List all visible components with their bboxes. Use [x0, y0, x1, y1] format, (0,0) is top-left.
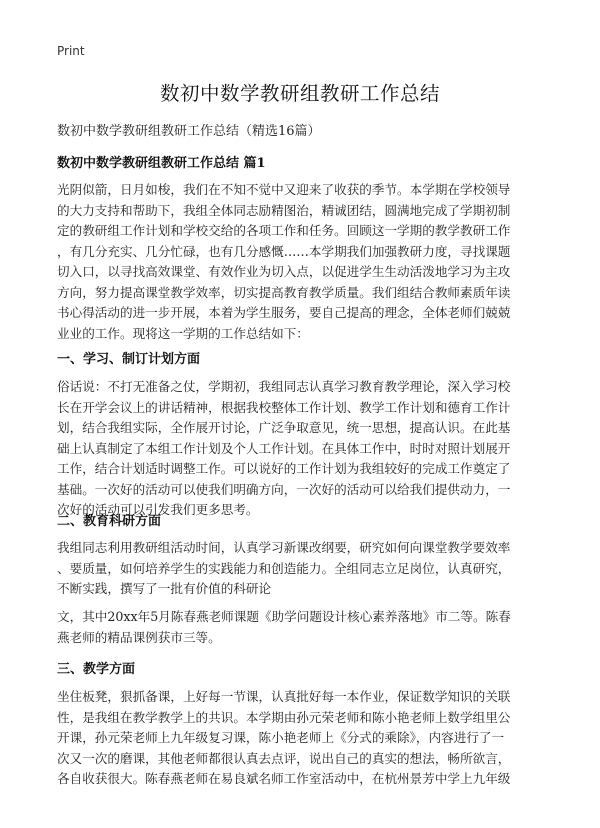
- text-line: 坐住板凳，狠抓备课，上好每一节课，认真批好每一本作业，保证数学知识的关联: [57, 689, 511, 704]
- text-line: 、要质量，如何培养学生的实践能力和创造能力。全组同志立足岗位，认真研究，: [57, 560, 511, 576]
- text-line: ，有几分充实、几分忙碌，也有几分感慨……本学期我们加强教研力度，寻找课题: [57, 243, 511, 259]
- text-line: 书心得活动的进一步开展，本着为学生服务，要自己提高的理念，全体老师们兢兢: [57, 305, 511, 320]
- section-heading-research: 二、教育科研方面: [57, 514, 162, 529]
- text-line: 的大力支持和帮助下，我组全体同志励精图治，精诚团结，圆满地完成了学期初制: [57, 202, 511, 218]
- print-link[interactable]: Print: [57, 44, 85, 58]
- text-line: 础上认真制定了本组工作计划及个人工作计划。在具体工作中，时时对照计划展开: [57, 440, 511, 456]
- section-heading-planning: 一、学习、制订计划方面: [57, 352, 201, 367]
- section-heading-teaching: 三、教学方面: [57, 662, 136, 677]
- text-line: 工作，结合计划适时调整工作。可以说好的工作计划为我组较好的完成工作奠定了: [57, 461, 511, 476]
- text-line: 定的教研组工作计划和学校交给的各项工作和任务。回顾这一学期的教学教研工作: [57, 223, 511, 238]
- text-line: 光阴似箭，日月如梭，我们在不知不觉中又迎来了收获的季节。本学期在学校领导: [57, 182, 511, 197]
- planning-paragraph: [57, 377, 547, 521]
- text-line: 次又一次的磨课，其他老师都很认真去点评，说出自己的真实的想法，畅所欲言，: [57, 750, 511, 766]
- page-title: 数初中数学教研组教研工作总结: [159, 82, 440, 105]
- text-line: 业业的工作。现将这一学期的工作总结如下：: [57, 325, 309, 341]
- text-line: 燕老师的精品课例获市三等。: [57, 629, 221, 645]
- text-line: 文，其中20xx年5月陈春燕老师课题《助学问题设计核心素养落地》市二等。陈春: [57, 609, 511, 624]
- text-line: 俗话说：不打无准备之仗，学期初，我组同志认真学习教育教学理论，深入学习校: [57, 379, 511, 394]
- research-paragraph: [57, 538, 547, 600]
- text-line: 基础。一次好的活动可以使我们明确方向，一次好的活动可以给我们提供动力，一: [57, 481, 511, 497]
- text-line: 划，结合我组实际，全作展开讨论，广泛争取意见，统一思想，提高认识。在此基: [57, 420, 511, 435]
- research-paragraph-continued: [57, 607, 547, 648]
- text-line: 切入口，以寻找高效课堂、有效作业为切入点，以促进学生生动活泼地学习为主攻: [57, 264, 511, 279]
- text-line: 不断实践，撰写了一批有价值的科研论: [57, 581, 272, 596]
- text-line: 我组同志利用教研组活动时间，认真学习新课改纲要，研究如何向课堂教学要效率: [57, 540, 511, 555]
- text-line: 方向，努力提高课堂教学效率，切实提高教育教学质量。我们组结合教师素质年读: [57, 284, 511, 300]
- text-line: 各自收获很大。陈春燕老师在易良斌名师工作室活动中，在杭州景芳中学上九年级: [57, 771, 511, 786]
- document-subtitle: 数初中数学教研组教研工作总结（精选16篇）: [57, 124, 321, 139]
- article-heading: 数初中数学教研组教研工作总结 篇1: [57, 156, 266, 171]
- teaching-paragraph: [57, 687, 547, 790]
- text-line: 次好的活动可以引发我们更多思考。: [57, 502, 259, 517]
- intro-paragraph: [57, 180, 547, 344]
- text-line: 性，是我组在教学教学上的共识。本学期由孙元荣老师和陈小艳老师上数学组里公: [57, 709, 511, 725]
- text-line: 开课，孙元荣老师上九年级复习课，陈小艳老师上《分式的乘除》，内容进行了一: [57, 730, 505, 745]
- text-line: 长在开学会议上的讲话精神，根据我校整体工作计划、教学工作计划和德育工作计: [57, 399, 511, 415]
